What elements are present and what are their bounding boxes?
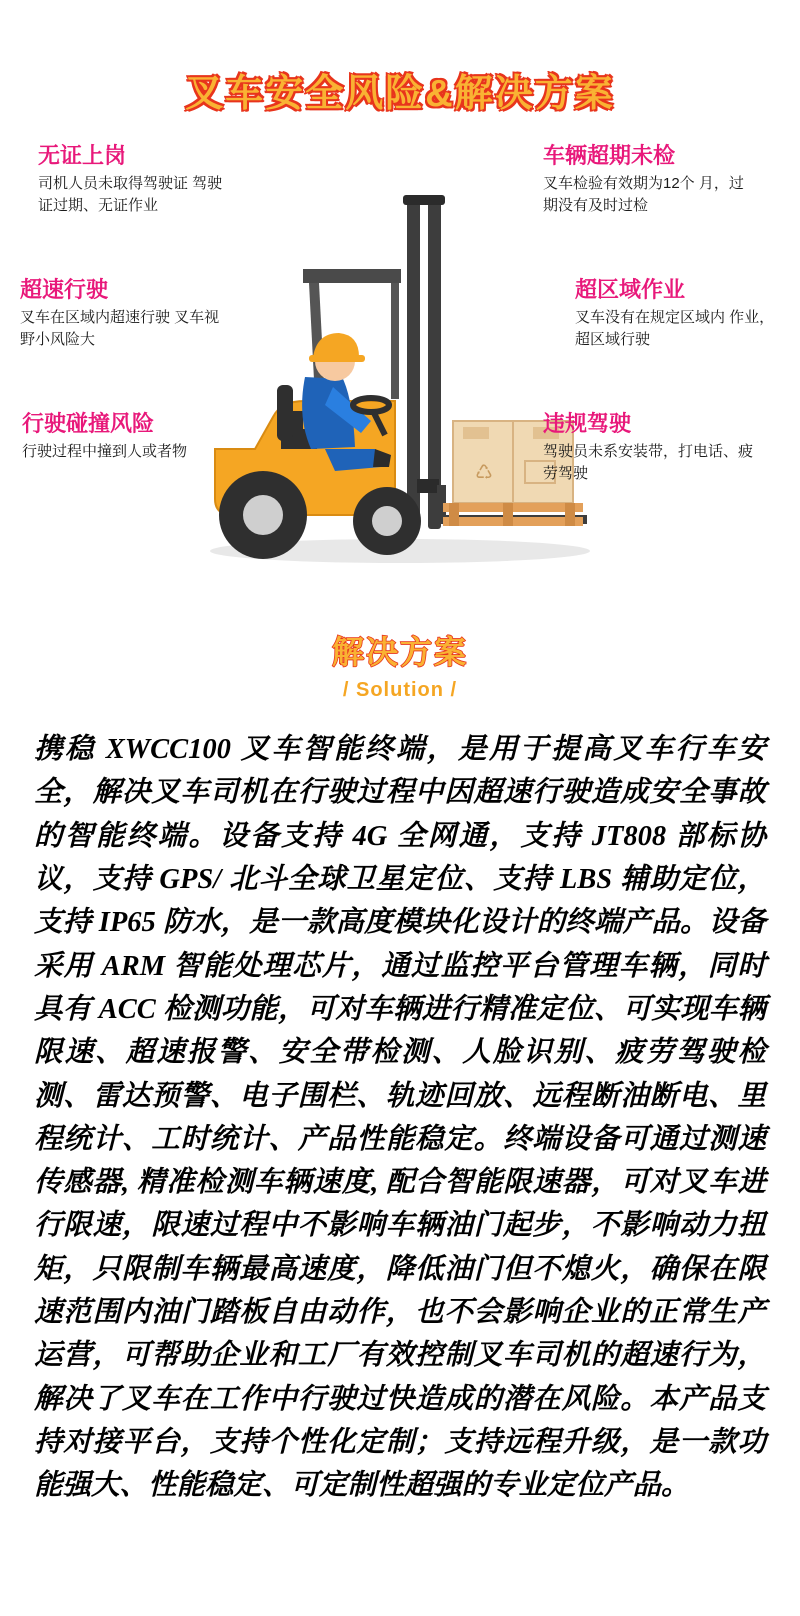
risk-item-overspeed xyxy=(20,277,220,350)
risk-title: 超速行驶 xyxy=(20,277,109,302)
risk-title: 车辆超期未检 xyxy=(543,143,676,168)
risk-item-illegal-driving xyxy=(543,411,758,484)
page-title: 叉车安全风险&解决方案 xyxy=(185,73,615,115)
risk-title: 违规驾驶 xyxy=(543,411,632,436)
risk-description: 叉车没有在规定区域内 作业，超区域行驶 xyxy=(575,309,775,348)
risk-title: 行驶碰撞风险 xyxy=(22,411,155,436)
svg-text:♺: ♺ xyxy=(475,462,493,484)
risk-description: 叉车检验有效期为12个 月，过期没有及时过检 xyxy=(543,175,744,214)
solution-heading xyxy=(0,627,800,702)
solution-body-text: 携稳 XWCC100 叉车智能终端，是用于提高叉车行车安全，解决叉车司机在行驶过程中因超速行驶造成安全事故的智能终端。设备支持 4G 全网通，支持 JT808 部标协议，支持 GPS/ 北斗全球卫星定位、支持 LBS 辅助定位，支持 IP65 防水，是一款高度模块化设计的终端产品。设备采用 ARM 智能处理芯片，通过监控平台管理车辆，同时具有 ACC 检测功能，可对车辆进行精准定位、可实现车辆限速、超速报警、安全带检测、人脸识别、疲劳驾驶检测、雷达预警、电子围栏、轨迹回放、远程断油断电、里程统计、工时统计、产品性能稳定。终端设备可通过测速传感器, 精准检测车辆速度, 配合智能限速器，可对叉车进行限速，限速过程中不影响车辆油门起步，不影响动力扭矩，只限制车辆最高速度，降低油门但不熄火，确保在限速范围内油门踏板自由动作，也不会影响企业的正常生产运营，可帮助企业和工厂有效控制叉车司机的超速行为，解决了叉车在工作中行驶过快造成的潜在风险。本产品支持对接平台，支持个性化定制；支持远程升级，是一款功能强大、性能稳定、可定制性超强的专业定位产品。 xyxy=(34,734,766,1502)
risk-description: 驾驶员未系安装带，打电话、疲劳驾驶 xyxy=(543,443,754,482)
risk-item-collision xyxy=(22,411,232,463)
risk-description: 叉车在区域内超速行驶 叉车视野小风险大 xyxy=(20,309,220,348)
risk-title: 无证上岗 xyxy=(38,143,127,168)
risk-description: 行驶过程中撞到人或者物 xyxy=(22,443,188,461)
solution-heading-en: / Solution / xyxy=(342,679,458,701)
risk-description: 司机人员未取得驾驶证 驾驶证过期、无证作业 xyxy=(38,175,223,214)
risk-item-no-license xyxy=(38,143,230,216)
page-header xyxy=(0,0,800,117)
risk-item-overdue-inspection xyxy=(543,143,758,216)
risk-section xyxy=(0,139,800,619)
solution-heading-cn: 解决方案 xyxy=(331,634,468,670)
risk-item-out-of-area xyxy=(575,277,775,350)
risk-title: 超区域作业 xyxy=(575,277,686,302)
